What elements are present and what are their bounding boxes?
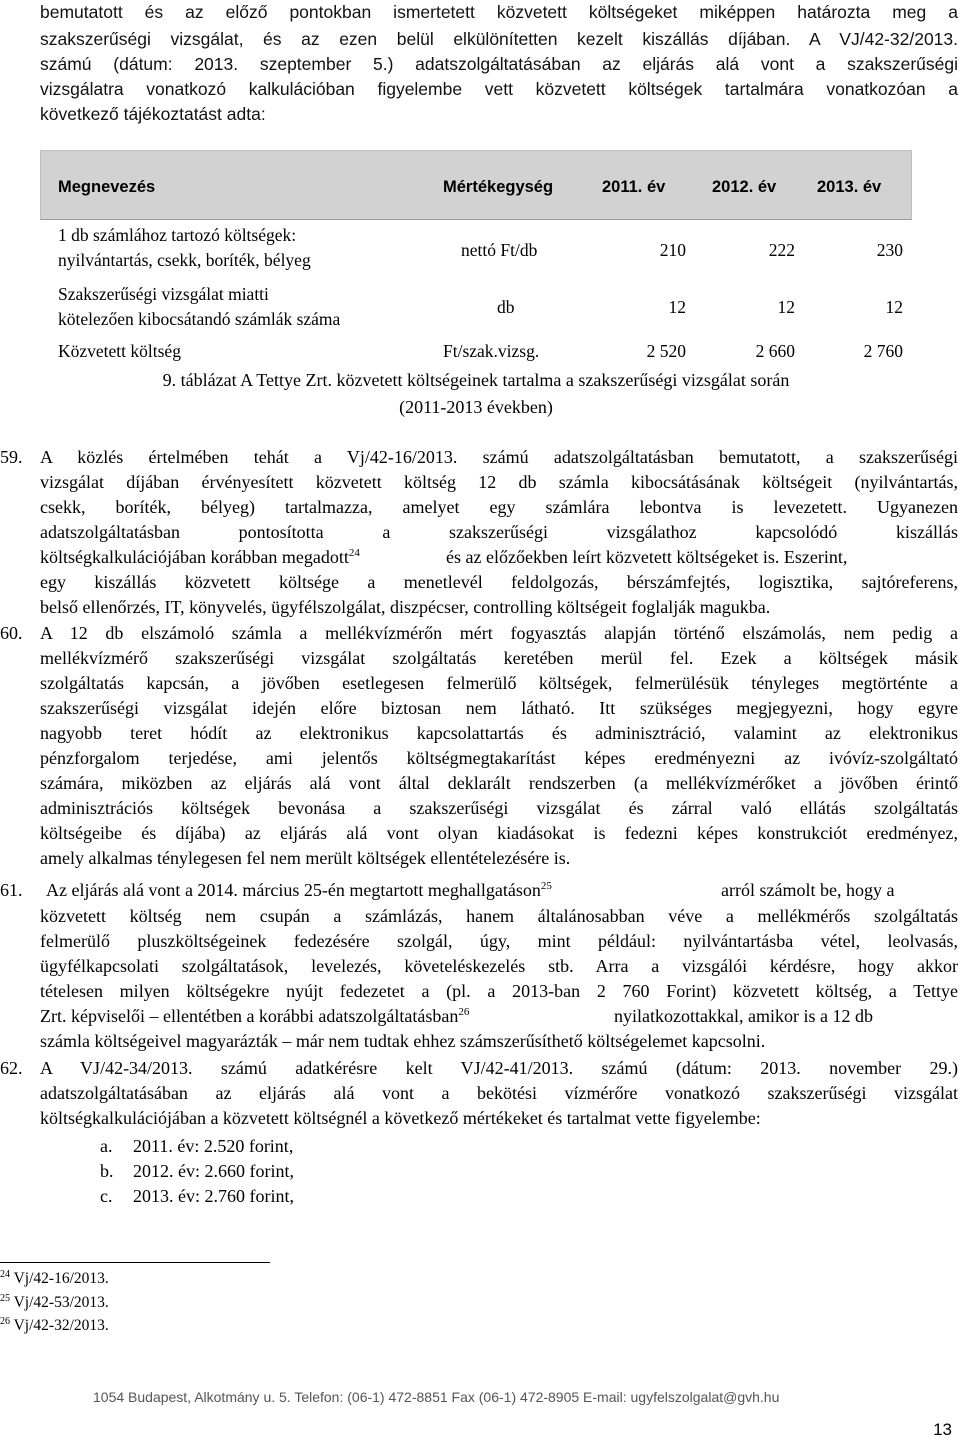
paragraph-number-62: 62. xyxy=(0,1058,23,1078)
table-cell-2011: 210 xyxy=(659,240,686,260)
table-cell-2012: 12 xyxy=(777,297,795,317)
table-header-name: Megnevezés xyxy=(58,178,156,196)
p60-line: mellékvízmérő szakszerűségi vizsgálat szolgáltatás keretében merül fel. Ezek a költségek másik xyxy=(40,648,958,668)
intro-line-3: számú (dátum: 2013. szeptember 5.) adatszolgáltatásában az eljárás alá vont a szakszerűségi xyxy=(40,54,958,74)
table-cell-name: Szakszerűségi vizsgálat miatti xyxy=(58,284,269,304)
table-cell-name: kötelezően kibocsátandó számlák száma xyxy=(58,309,341,329)
p59-line: adatszolgáltatásban pontosította a szakszerűségi vizsgálathoz kapcsolódó kiszállás xyxy=(40,522,958,542)
p60-line: szolgáltatás kapcsán, a jövőben esetlegesen felmerülő költségek, felmerülésük tényleges megtörténte a xyxy=(40,673,958,693)
table-caption-years: (2011-2013 években) xyxy=(399,397,553,417)
paragraph-number-59: 59. xyxy=(0,447,23,467)
p61-line: Az eljárás alá vont a 2014. március 25-én megtartott meghallgatáson$^{25}$ xyxy=(46,880,552,900)
list-item: 2011. év: 2.520 forint, xyxy=(133,1136,294,1156)
footnote-ref-24: 24 xyxy=(348,547,360,559)
p62-line: adatszolgáltatásában az eljárás alá vont a bekötési vízmérőre vonatkozó szakszerűségi vizsgálat xyxy=(40,1083,958,1103)
p59-line: belső ellenőrzés, IT, könyvelés, ügyfélszolgálat, diszpécser, controlling költségeit foglalják magukba. xyxy=(40,597,771,617)
p60-line: költségeibe és díjába) az eljárás alá vont olyan kiadásokat is fedezni képes konstrukciót eredményez, xyxy=(40,823,958,843)
page-footer-address: 1054 Budapest, Alkotmány u. 5. Telefon: (06-1) 472-8851 Fax (06-1) 472-8905 E-mail: ugyfelszolgalat@gvh.hu xyxy=(93,1389,780,1405)
footnote-ref-26: 26 xyxy=(458,1006,470,1018)
p61-line: Zrt. képviselői – ellentétben a korábbi adatszolgáltatásban$^{26}$ xyxy=(40,1006,470,1026)
p60-line: nagyobb teret hódít az elektronikus kapcsolattartás és adminisztráció, valamint az elektronikus xyxy=(40,723,958,743)
list-item: 2013. év: 2.760 forint, xyxy=(133,1186,294,1206)
p60-line: pénzforgalom terjedése, ami jelentős költségmegtakarítást képes eredményezni az ivóvíz-szolgáltató xyxy=(40,748,958,768)
p60-line: szakszerűségi vizsgálat idején előre biztosan nem látható. Itt szükséges megjegyezni, hogy egyre xyxy=(40,698,958,718)
table-header-unit: Mértékegység xyxy=(443,178,554,196)
table-header-2011: 2011. év xyxy=(602,178,666,196)
p62-line: költségkalkulációjában a közvetett költségnél a következő mértékeket és tartalmat vette figyelembe: xyxy=(40,1108,761,1128)
list-item-label: a. xyxy=(100,1136,113,1156)
p61-line: tételesen milyen költségekre nyújt fedezetet a (pl. a 2013-ban 2 760 Forint) közvetett költség, a Tettye xyxy=(40,981,958,1001)
intro-line-4: vizsgálatra vonatkozó kalkulációban figyelembe vett közvetett költségek tartalmára vonatkozóan a xyxy=(40,79,958,99)
table-cell-2013: 2 760 xyxy=(863,341,903,361)
table-cell-2012: 2 660 xyxy=(755,341,795,361)
footnote: $^{25}$ Vj/42-53/2013. xyxy=(0,1293,109,1311)
intro-line-2: szakszerűségi vizsgálat, és az ezen belül elkülönítetten kezelt kiszállás díjában. A VJ/42-32/2013. xyxy=(40,29,958,49)
p59-line: vizsgálat díjában érvényesített közvetett költség 12 db számla kibocsátásának költségeit (nyilvántartás, xyxy=(40,472,958,492)
p61-line: arról számolt be, hogy a xyxy=(721,880,895,900)
footnote-ref-25: 25 xyxy=(540,880,552,892)
p62-line: A VJ/42-34/2013. számú adatkérésre kelt VJ/42-41/2013. számú (dátum: 2013. november 29.) xyxy=(40,1058,958,1078)
table-cell-2011: 12 xyxy=(668,297,686,317)
table-cell-unit: db xyxy=(497,297,515,317)
paragraph-number-61: 61. xyxy=(0,880,23,900)
footnote: $^{26}$ Vj/42-32/2013. xyxy=(0,1316,109,1334)
table-cell-name: nyilvántartás, csekk, boríték, bélyeg xyxy=(58,250,311,270)
table-cell-2013: 230 xyxy=(876,240,903,260)
p61-line: nyilatkozottakkal, amikor is a 12 db xyxy=(614,1006,873,1026)
intro-line-5: következő tájékoztatást adta: xyxy=(40,104,266,124)
p60-line: számára, miközben az eljárás alá vont által deklarált rendszerben (a mellékvízmérőket a jövőben érintő xyxy=(40,773,958,793)
p59-line: és az előzőekben leírt közvetett költségeket is. Eszerint, xyxy=(446,547,848,567)
p61-line: ügyfélkapcsolati szolgáltatások, levelezés, követeléskezelés stb. Arra a vizsgálói kérdésre, hogy akkor xyxy=(40,956,958,976)
footnote: $^{24}$ Vj/42-16/2013. xyxy=(0,1269,109,1287)
p59-line: egy kiszállás közvetett költsége a menetlevél feldolgozás, bérszámfejtés, logisztika, sajtóreferens, xyxy=(40,572,958,592)
table-header-2013: 2013. év xyxy=(817,178,882,196)
table-cell-unit: nettó Ft/db xyxy=(461,240,538,260)
table-cell-2013: 12 xyxy=(885,297,903,317)
p60-line: amely alkalmas ténylegesen fel nem merült költségek ellentételezésére is. xyxy=(40,848,571,868)
p59-line: csekk, boríték, bélyeg) tartalmazza, amelyet egy számlára lebontva is levezetett. Ugyanezen xyxy=(40,497,958,517)
table-cell-unit: Ft/szak.vizsg. xyxy=(443,341,540,361)
page-number: 13 xyxy=(933,1420,952,1439)
list-item-label: b. xyxy=(100,1161,114,1181)
table-header-2012: 2012. év xyxy=(712,178,777,196)
p61-line: számla költségeivel magyarázták – már nem tudtak ehhez számszerűsíthető költségelemet kapcsolni. xyxy=(40,1031,766,1051)
p59-line: A közlés értelmében tehát a Vj/42-16/2013. számú adatszolgáltatásban bemutatott, a szakszerűségi xyxy=(40,447,958,467)
p61-line: közvetett költség nem csupán a számlázás, hanem általánosabban véve a mellékmérős szolgáltatás xyxy=(40,906,958,926)
table-cell-2012: 222 xyxy=(768,240,795,260)
table-cell-name: Közvetett költség xyxy=(58,341,181,361)
table-caption: 9. táblázat A Tettye Zrt. közvetett költségeinek tartalma a szakszerűségi vizsgálat során xyxy=(162,370,790,390)
table-cell-name: 1 db számlához tartozó költségek: xyxy=(58,225,297,245)
p61-line: felmerülő pluszköltségeinek fedezésére szolgál, úgy, mint például: nyilvántartásba vétel, leolvasás, xyxy=(40,931,958,951)
list-item-label: c. xyxy=(100,1186,113,1206)
p60-line: adminisztrációs költségek bevonása a szakszerűségi vizsgálat és zárral való ellátás szolgáltatás xyxy=(40,798,958,818)
table-cell-2011: 2 520 xyxy=(646,341,686,361)
list-item: 2012. év: 2.660 forint, xyxy=(133,1161,294,1181)
p59-line: költségkalkulációjában korábban megadott$^{24}$ xyxy=(40,547,360,567)
intro-line-1: bemutatott és az előző pontokban ismertetett közvetett költségeket miképpen határozta meg a xyxy=(40,2,958,22)
paragraph-number-60: 60. xyxy=(0,623,23,643)
p60-line: A 12 db elszámoló számla a mellékvízmérőn mért fogyasztás alapján történő elszámolás, nem pedig a xyxy=(40,623,958,643)
footnote-separator xyxy=(0,1262,270,1263)
